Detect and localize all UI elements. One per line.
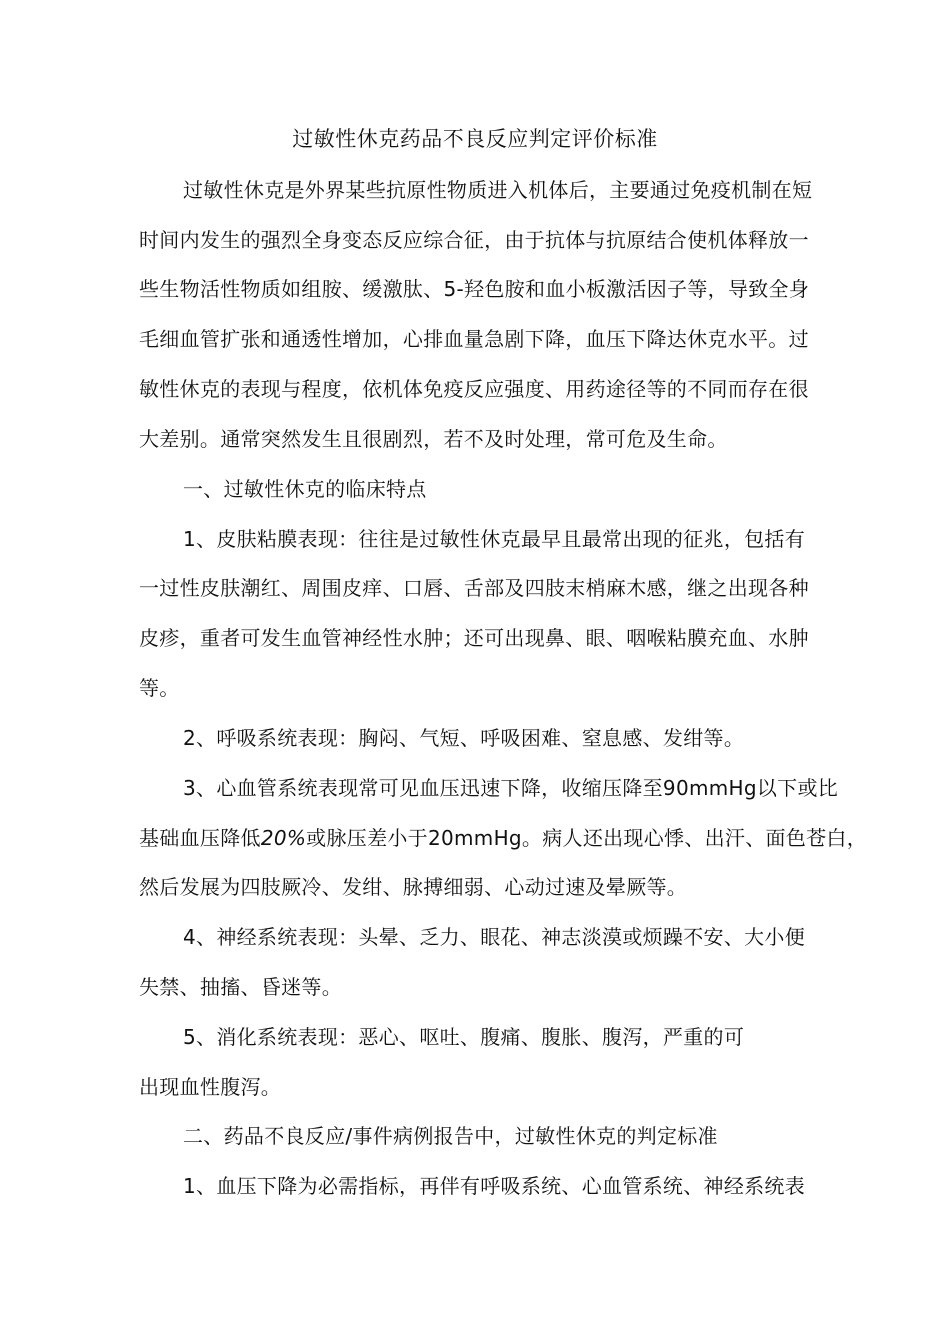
section-1-item-5-line-2: 出现血性腹泻。 [139, 1075, 282, 1099]
section-1-item-2-line-1: 2、呼吸系统表现：胸闷、气短、呼吸困难、窒息感、发绀等。 [183, 726, 745, 750]
item-3-percent: 20% [260, 826, 307, 850]
section-2-heading: 二、药品不良反应/事件病例报告中，过敏性休克的判定标准 [183, 1124, 718, 1148]
intro-line-3: 些生物活性物质如组胺、缓激肽、5-羟色胺和血小板激活因子等，导致全身 [139, 277, 810, 301]
section-1-item-1-line-3: 皮疹，重者可发生血管神经性水肿；还可出现鼻、眼、咽喉粘膜充血、水肿 [139, 626, 809, 650]
section-1-item-1-line-1: 1、皮肤粘膜表现：往往是过敏性休克最早且最常出现的征兆，包括有 [183, 527, 806, 551]
item-3-text-after: 或脉压差小于20mmHg。病人还出现心悸、出汗、面色苍白， [306, 826, 868, 850]
section-1-heading: 一、过敏性休克的临床特点 [183, 477, 427, 501]
section-1-item-1-line-4: 等。 [139, 676, 180, 700]
section-1-item-4-line-1: 4、神经系统表现：头晕、乏力、眼花、神志淡漠或烦躁不安、大小便 [183, 925, 806, 949]
intro-line-2: 时间内发生的强烈全身变态反应综合征，由于抗体与抗原结合使机体释放一 [139, 228, 809, 252]
page-title: 过敏性休克药品不良反应判定评价标准 [292, 127, 658, 151]
section-1-item-3-line-3: 然后发展为四肢厥冷、发绀、脉搏细弱、心动过速及晕厥等。 [139, 875, 688, 899]
intro-line-4: 毛细血管扩张和通透性增加，心排血量急剧下降，血压下降达休克水平。过 [139, 327, 809, 351]
intro-line-6: 大差别。通常突然发生且很剧烈，若不及时处理，常可危及生命。 [139, 427, 728, 451]
intro-line-5: 敏性休克的表现与程度，依机体免疫反应强度、用药途径等的不同而存在很 [139, 377, 809, 401]
section-2-item-1-line-1: 1、血压下降为必需指标，再伴有呼吸系统、心血管系统、神经系统表 [183, 1174, 806, 1198]
item-3-text-before: 基础血压降低 [139, 826, 261, 850]
section-1-item-1-line-2: 一过性皮肤潮红、周围皮痒、口唇、舌部及四肢末梢麻木感，继之出现各种 [139, 576, 809, 600]
intro-line-1: 过敏性休克是外界某些抗原性物质进入机体后，主要通过免疫机制在短 [183, 178, 813, 202]
section-1-item-5-line-1: 5、消化系统表现：恶心、呕吐、腹痛、腹胀、腹泻，严重的可 [183, 1025, 745, 1049]
section-1-item-3-line-2 [139, 823, 867, 853]
section-1-item-3-line-1: 3、心血管系统表现常可见血压迅速下降，收缩压降至90mmHg以下或比 [183, 776, 839, 800]
section-1-item-4-line-2: 失禁、抽搐、昏迷等。 [139, 975, 342, 999]
